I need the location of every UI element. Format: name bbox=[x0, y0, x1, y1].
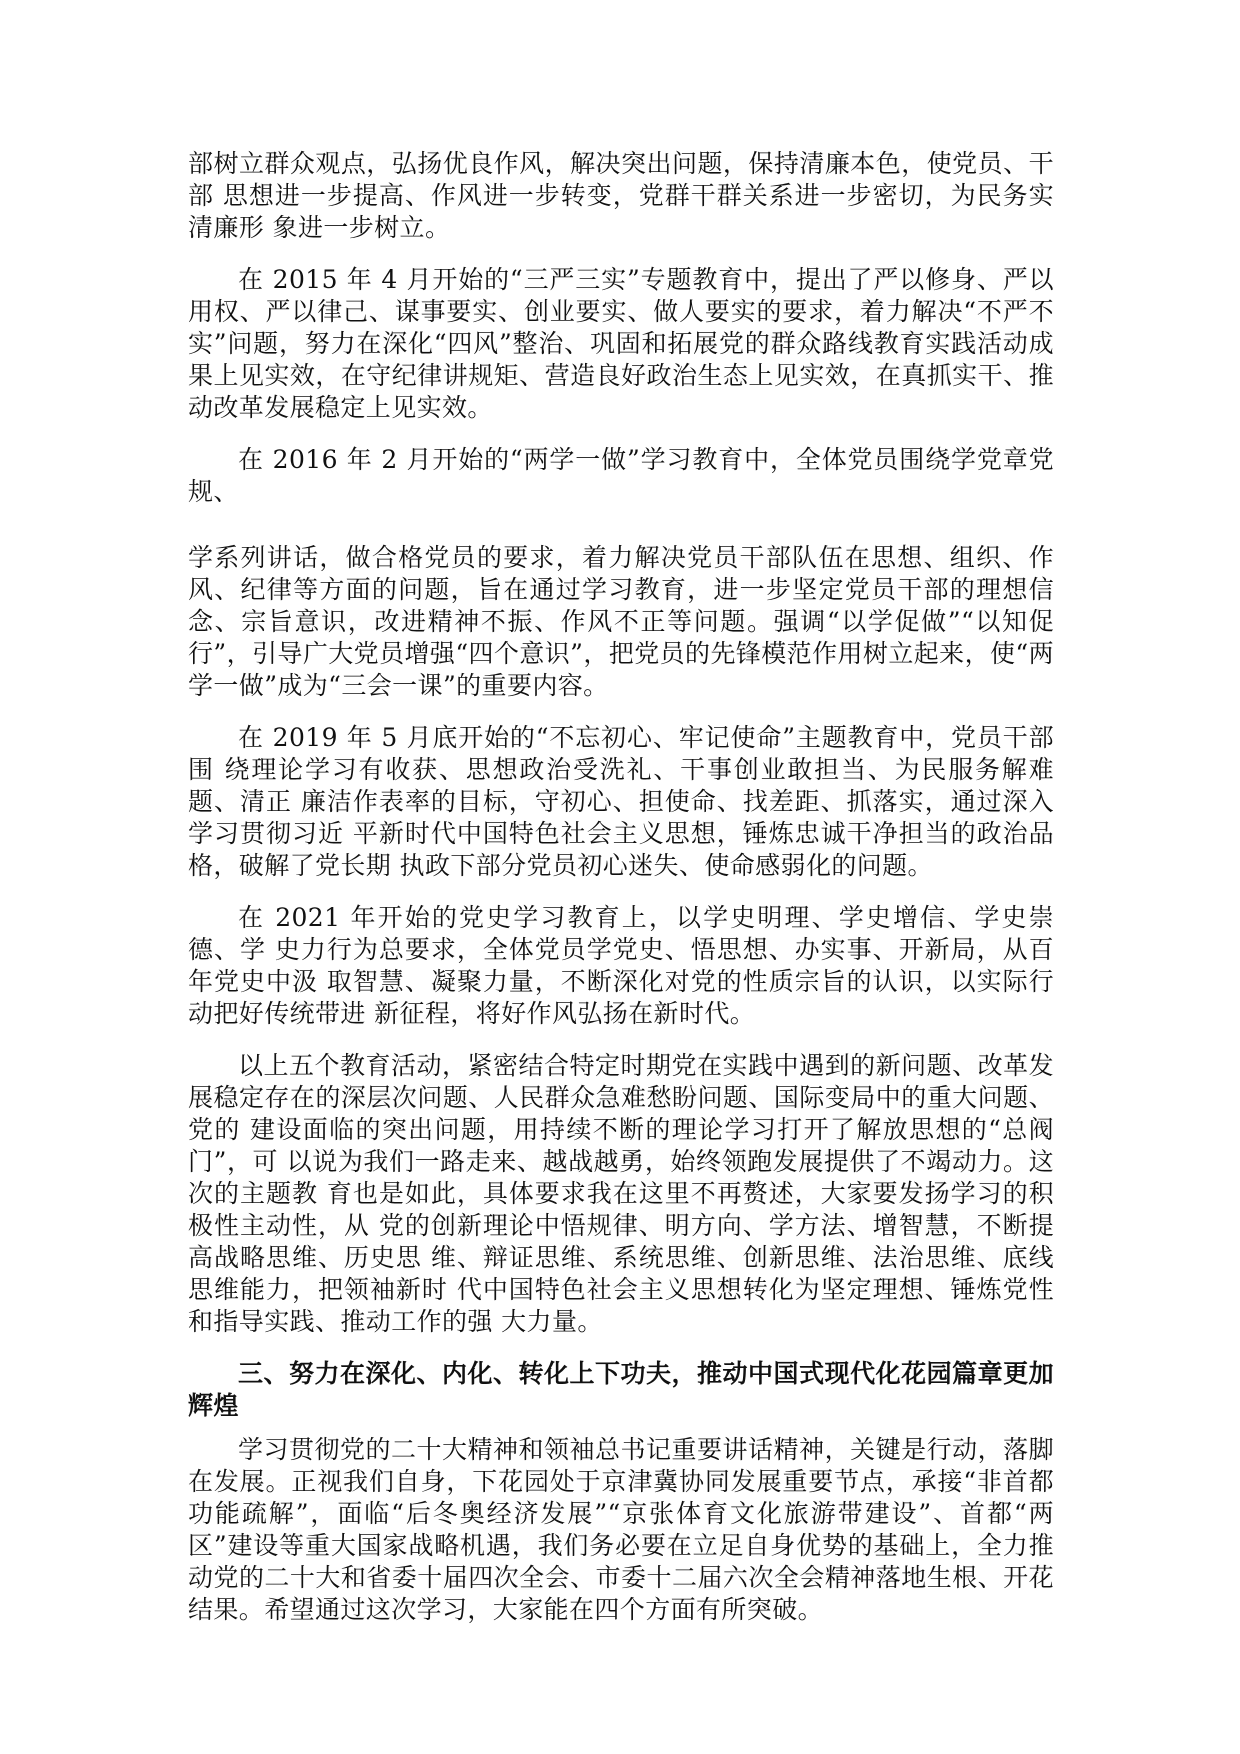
paragraph-two-studies-body: 学系列讲话，做合格党员的要求，着力解决党员干部队伍在思想、组织、作风、纪律等方面的问题，旨在通过学习教育，进一步坚定党员干部的理想信念、宗旨意识，改进精神不振、作风不正等问题。强调“以学促做”“以知促行”，引导广大党员增强“四个意识”，把党员的先锋模范作用树立起来，使“两学一做”成为“三会一课”的重要内容。 bbox=[188, 543, 1054, 700]
paragraph-continuation: 部树立群众观点，弘扬优良作风，解决突出问题，保持清廉本色，使党员、干部 思想进一步提高、作风进一步转变，党群干群关系进一步密切，为民务实清廉形 象进一步树立。 bbox=[188, 149, 1054, 242]
paragraph-original-aspiration: 在 2019 年 5 月底开始的“不忘初心、牢记使命”主题教育中，党员干部围 绕理论学习有收获、思想政治受洗礼、干事创业敢担当、为民服务解难题、清正 廉洁作表率的目标，守初心、担使命、找差距、抓落实，通过深入学习贯彻习近 平新时代中国特色社会主义思想，锤炼忠诚干净担当的政治品格，破解了党长期 执政下部分党员初心迷失、使命感弱化的问题。 bbox=[188, 723, 1054, 880]
paragraph-final: 学习贯彻党的二十大精神和领袖总书记重要讲话精神，关键是行动，落脚在发展。正视我们自身，下花园处于京津冀协同发展重要节点，承接“非首都功能疏解”，面临“后冬奥经济发展”“京张体育文化旅游带建设”、首都“两区”建设等重大国家战略机遇，我们务必要在立足自身优势的基础上，全力推动党的二十大和省委十届四次全会、市委十二届六次全会精神落地生根、开花结果。希望通过这次学习，大家能在四个方面有所突破。 bbox=[188, 1435, 1054, 1624]
document-page bbox=[188, 148, 1054, 1646]
section-heading: 三、努力在深化、内化、转化上下功夫，推动中国式现代化花园篇章更加辉煌 bbox=[188, 1359, 1054, 1420]
paragraph-two-studies-intro: 在 2016 年 2 月开始的“两学一做”学习教育中，全体党员围绕学党章党规、 bbox=[188, 445, 1054, 506]
paragraph-five-activities: 以上五个教育活动，紧密结合特定时期党在实践中遇到的新问题、改革发展稳定存在的深层次问题、人民群众急难愁盼问题、国际变局中的重大问题、党的 建设面临的突出问题，用持续不断的理论学习打开了解放思想的“总阀门”，可 以说为我们一路走来、越战越勇，始终领跑发展提供了不竭动力。这次的主题教 育也是如此，具体要求我在这里不再赘述，大家要发扬学习的积极性主动性，从 党的创新理论中悟规律、明方向、学方法、增智慧，不断提高战略思维、历史思 维、辩证思维、系统思维、创新思维、法治思维、底线思维能力，把领袖新时 代中国特色社会主义思想转化为坚定理想、锤炼党性和指导实践、推动工作的强 大力量。 bbox=[188, 1051, 1054, 1336]
paragraph-party-history: 在 2021 年开始的党史学习教育上，以学史明理、学史增信、学史崇德、学 史力行为总要求，全体党员学党史、悟思想、办实事、开新局，从百年党史中汲 取智慧、凝聚力量，不断深化对党的性质宗旨的认识，以实际行动把好传统带进 新征程，将好作风弘扬在新时代。 bbox=[188, 903, 1054, 1028]
paragraph-three-stricts: 在 2015 年 4 月开始的“三严三实”专题教育中，提出了严以修身、严以用权、严以律己、谋事要实、创业要实、做人要实的要求，着力解决“不严不实”问题，努力在深化“四风”整治、巩固和拓展党的群众路线教育实践活动成果上见实效，在守纪律讲规矩、营造良好政治生态上见实效，在真抓实干、推动改革发展稳定上见实效。 bbox=[188, 265, 1054, 422]
